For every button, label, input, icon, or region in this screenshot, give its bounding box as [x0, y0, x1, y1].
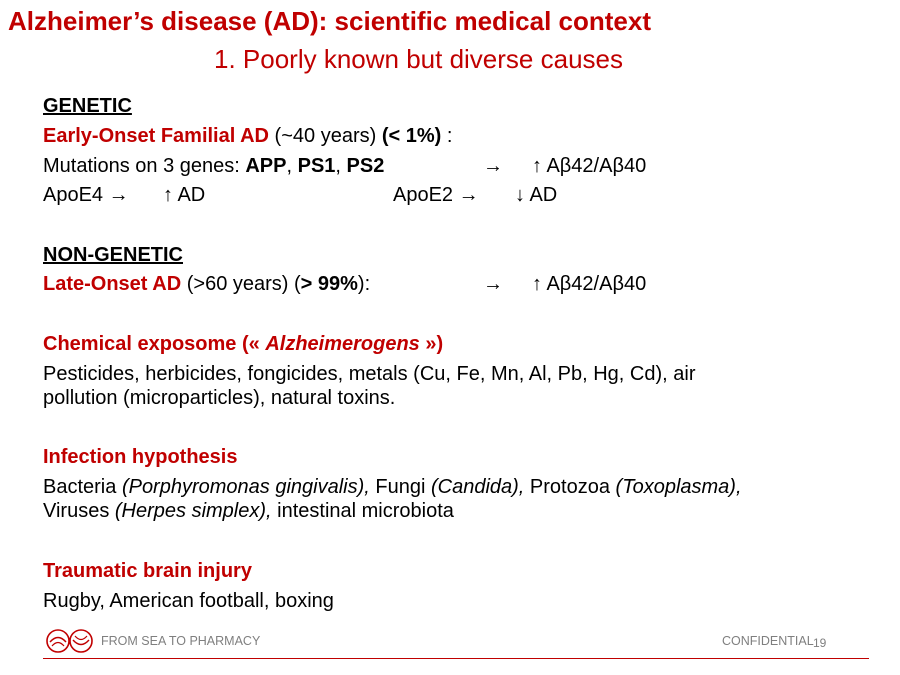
trauma-line: Rugby, American football, boxing [43, 590, 334, 612]
mutations-result: ↑ Aβ42/Aβ40 [532, 155, 647, 177]
late-onset-result: ↑ Aβ42/Aβ40 [532, 273, 647, 295]
chemical-heading [43, 332, 443, 356]
nongenetic-heading: NON-GENETIC [43, 244, 183, 266]
late-onset-label: Late-Onset AD [43, 273, 182, 295]
early-onset-label: Early-Onset Familial AD [43, 125, 269, 147]
early-onset-pct: (< 1%) [381, 125, 442, 147]
company-logo-icon [44, 627, 96, 655]
trauma-heading: Traumatic brain injury [43, 560, 252, 582]
mutations-prefix: Mutations on 3 genes: [43, 155, 246, 177]
infection-bacteria: Bacteria [43, 476, 122, 498]
infection-fungi: Fungi [369, 476, 431, 498]
infection-microbiota: intestinal microbiota [271, 500, 454, 522]
infection-heading: Infection hypothesis [43, 446, 238, 468]
gene-ps1: PS1 [297, 155, 336, 177]
chemical-heading-start: Chemical exposome (« [43, 333, 266, 355]
apoe2-result: ↓ AD [515, 184, 558, 206]
infection-fungi-species: (Candida), [430, 476, 525, 498]
infection-bacteria-species: (Porphyromonas gingivalis), [121, 476, 370, 498]
infection-protozoa-species: (Toxoplasma), [615, 476, 742, 498]
chemical-heading-em: Alzheimerogens [265, 333, 420, 355]
infection-line-1 [43, 475, 742, 499]
early-onset-age: (~40 years) [269, 125, 382, 147]
gene-ps2: PS2 [346, 155, 385, 177]
mutations-line [43, 154, 384, 178]
gene-sep-2: , [335, 155, 347, 177]
chemical-line-1: Pesticides, herbicides, fongicides, metals (Cu, Fe, Mn, Al, Pb, Hg, Cd), air [43, 363, 696, 385]
infection-protozoa: Protozoa [524, 476, 616, 498]
chemical-line-2: pollution (microparticles), natural toxins. [43, 387, 396, 409]
early-onset-colon: : [441, 125, 453, 147]
genetic-heading: GENETIC [43, 95, 132, 117]
apoe4-result: ↑ AD [163, 184, 206, 206]
gene-sep-1: , [286, 155, 298, 177]
slide-title: Alzheimer’s disease (AD): scientific medical context [8, 6, 651, 36]
late-onset-pct: > 99% [300, 273, 358, 295]
mutations-arrow: → [483, 155, 503, 177]
apoe4-label: ApoE4 → [43, 184, 129, 206]
apoe2-label: ApoE2 → [393, 184, 479, 206]
late-onset-arrow: → [483, 273, 503, 295]
footer-divider [43, 658, 869, 659]
chemical-heading-end: ») [419, 333, 444, 355]
infection-line-2 [43, 499, 454, 523]
infection-viruses-species: (Herpes simplex), [114, 500, 272, 522]
footer-confidential: CONFIDENTIAL [722, 634, 814, 648]
page-number: 19 [813, 636, 827, 650]
gene-app: APP [245, 155, 287, 177]
late-onset-close: ): [357, 273, 371, 295]
late-onset-age: (>60 years) ( [181, 273, 301, 295]
early-onset-line [43, 124, 452, 148]
late-onset-line [43, 272, 370, 296]
footer-brand: FROM SEA TO PHARMACY [101, 634, 261, 648]
slide-subtitle: 1. Poorly known but diverse causes [214, 44, 623, 74]
infection-viruses: Viruses [43, 500, 115, 522]
